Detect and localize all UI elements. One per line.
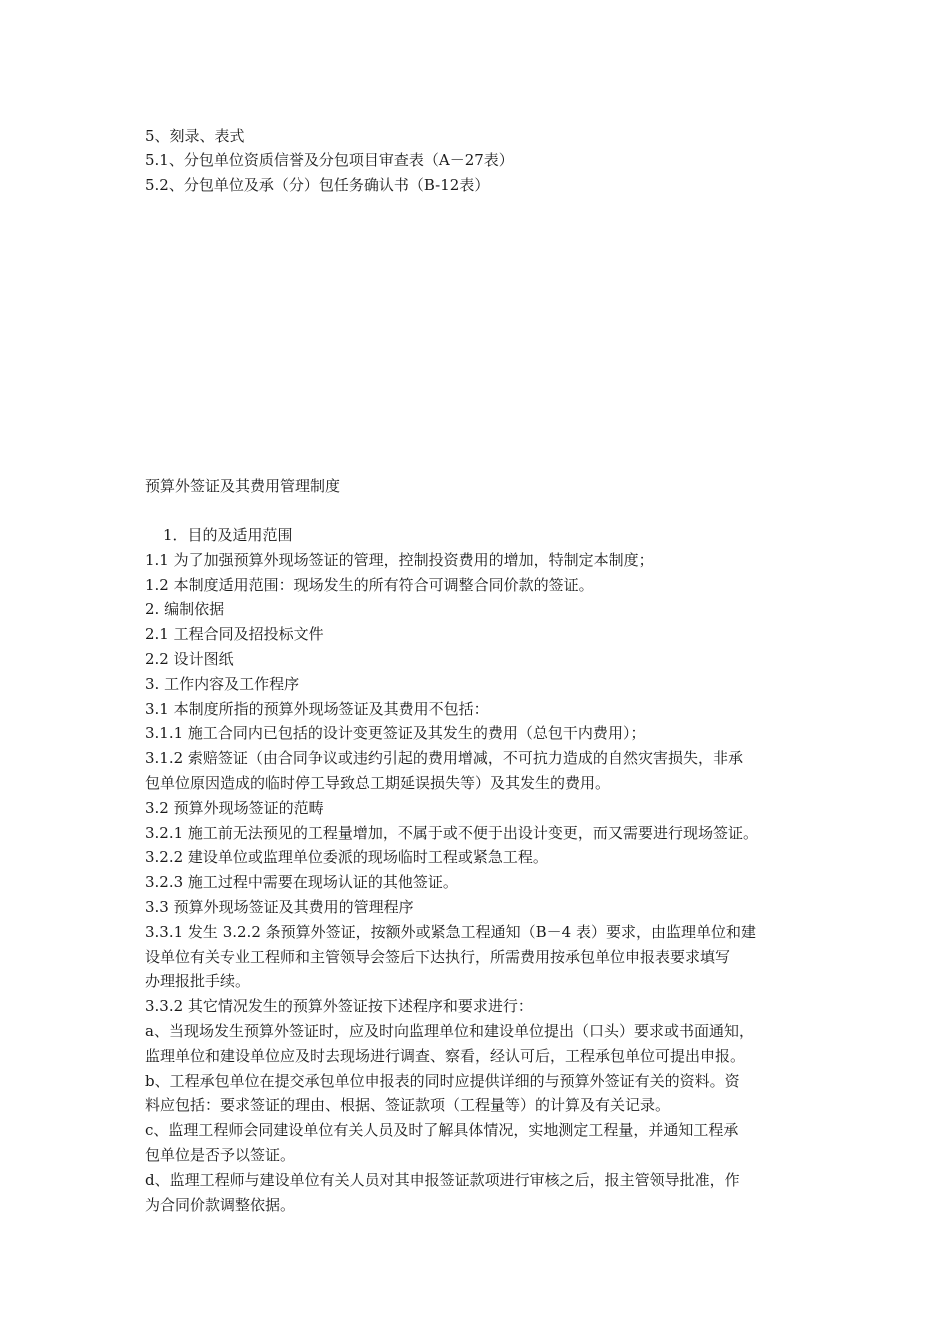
top-line-3: 5.2、分包单位及承（分）包任务确认书（B-12表） [145, 176, 490, 194]
section-heading-1: 1．目的及适用范围 [163, 526, 293, 544]
body-line: 设单位有关专业工程师和主管领导会签后下达执行，所需费用按承包单位申报表要求填写 [145, 948, 731, 966]
top-line-1: 5、刻录、表式 [145, 127, 245, 145]
body-line: d、监理工程师与建设单位有关人员对其申报签证款项进行审核之后，报主管领导批准，作 [145, 1171, 740, 1189]
body-line: 料应包括：要求签证的理由、根据、签证款项（工程量等）的计算及有关记录。 [145, 1096, 671, 1114]
top-line-2: 5.1、分包单位资质信誉及分包项目审查表（A－27表） [145, 151, 514, 169]
body-line: 3.2.2 建设单位或监理单位委派的现场临时工程或紧急工程。 [145, 848, 548, 866]
body-line: 办理报批手续。 [145, 972, 251, 990]
body-line: 监理单位和建设单位应及时去现场进行调查、察看，经认可后，工程承包单位可提出申报。 [145, 1047, 746, 1065]
section-heading-2: 2. 编制依据 [145, 600, 225, 618]
body-line: 包单位是否予以签证。 [145, 1146, 296, 1164]
body-line: 1.2 本制度适用范围：现场发生的所有符合可调整合同价款的签证。 [145, 576, 594, 594]
body-line: a、当现场发生预算外签证时，应及时向监理单位和建设单位提出（口头）要求或书面通知， [145, 1022, 754, 1040]
body-line: 3.3 预算外现场签证及其费用的管理程序 [145, 898, 414, 916]
body-line: 3.3.2 其它情况发生的预算外签证按下述程序和要求进行： [145, 997, 533, 1015]
body-line: b、工程承包单位在提交承包单位申报表的同时应提供详细的与预算外签证有关的资料。资 [145, 1072, 740, 1090]
body-line: 包单位原因造成的临时停工导致总工期延误损失等）及其发生的费用。 [145, 774, 611, 792]
body-line: 2.2 设计图纸 [145, 650, 234, 668]
body-line: 3.3.1 发生 3.2.2 条预算外签证，按额外或紧急工程通知（B－4 表）要求，由监理单位和建 [145, 923, 756, 941]
body-line: 3.1.1 施工合同内已包括的设计变更签证及其发生的费用（总包干内费用）； [145, 724, 646, 742]
section-heading-3: 3. 工作内容及工作程序 [145, 675, 300, 693]
document-title: 预算外签证及其费用管理制度 [145, 477, 341, 495]
body-line: 3.1.2 索赔签证（由合同争议或违约引起的费用增减，不可抗力造成的自然灾害损失，非承 [145, 749, 743, 767]
body-line: 为合同价款调整依据。 [145, 1196, 296, 1214]
body-line: 1.1 为了加强预算外现场签证的管理，控制投资费用的增加，特制定本制度； [145, 551, 654, 569]
body-line: 3.2.1 施工前无法预见的工程量增加，不属于或不便于出设计变更，而又需要进行现场签证。 [145, 824, 758, 842]
body-line: 3.2 预算外现场签证的范畴 [145, 799, 324, 817]
body-line: c、监理工程师会同建设单位有关人员及时了解具体情况，实地测定工程量，并通知工程承 [145, 1121, 739, 1139]
body-line: 2.1 工程合同及招投标文件 [145, 625, 324, 643]
body-line: 3.2.3 施工过程中需要在现场认证的其他签证。 [145, 873, 458, 891]
body-line: 3.1 本制度所指的预算外现场签证及其费用不包括： [145, 700, 489, 718]
